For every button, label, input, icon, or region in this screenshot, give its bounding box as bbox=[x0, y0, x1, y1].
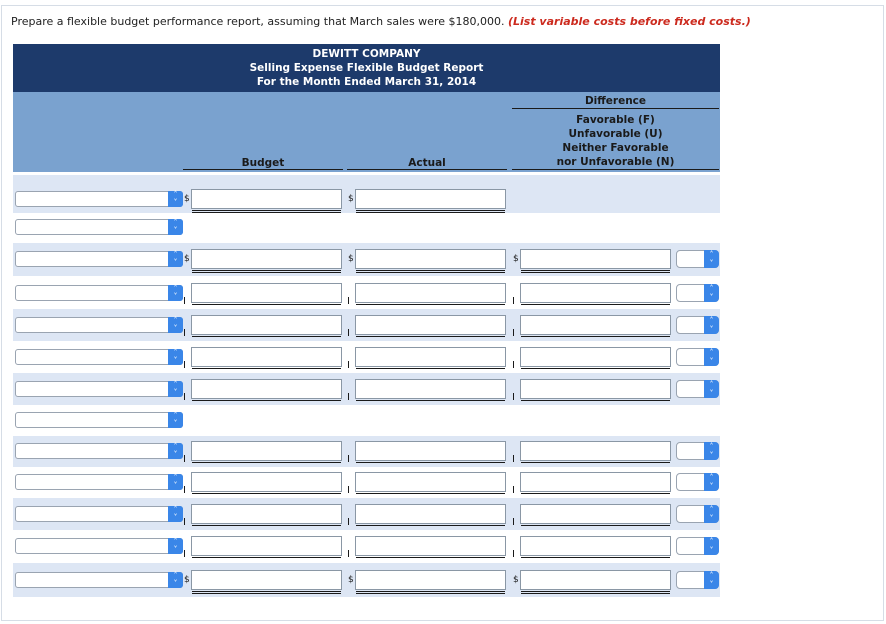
cell-tick bbox=[513, 297, 514, 304]
report-period: For the Month Ended March 31, 2014 bbox=[256, 76, 477, 88]
instruction-main: Prepare a flexible budget performance report, assuming that March sales were $180,000. bbox=[11, 15, 505, 28]
table-row bbox=[13, 276, 720, 309]
table-row bbox=[13, 405, 720, 436]
budget-input[interactable] bbox=[191, 249, 342, 269]
cell-tick bbox=[513, 550, 514, 557]
updown-icon: ˄ ˅ bbox=[704, 537, 719, 555]
table-row bbox=[13, 498, 720, 530]
table-row bbox=[13, 373, 720, 405]
updown-icon: ˄ ˅ bbox=[704, 571, 719, 589]
updown-icon: ˄ ˅ bbox=[168, 349, 183, 365]
account-select[interactable] bbox=[15, 506, 183, 522]
updown-icon: ˄ ˅ bbox=[168, 285, 183, 301]
difference-input[interactable] bbox=[520, 347, 671, 367]
difference-input[interactable] bbox=[520, 283, 671, 303]
account-select[interactable] bbox=[15, 219, 183, 235]
actual-input[interactable] bbox=[355, 189, 506, 209]
difference-header: Difference bbox=[584, 95, 647, 107]
actual-header-underline bbox=[347, 169, 507, 170]
variance-type-select[interactable] bbox=[676, 537, 719, 555]
budget-input[interactable] bbox=[191, 347, 342, 367]
account-select[interactable] bbox=[15, 412, 183, 428]
budget-input[interactable] bbox=[191, 504, 342, 524]
variance-type-select[interactable] bbox=[676, 380, 719, 398]
actual-input[interactable] bbox=[355, 315, 506, 335]
cell-tick bbox=[513, 455, 514, 462]
cell-tick bbox=[184, 393, 185, 400]
updown-icon: ˄ ˅ bbox=[704, 284, 719, 302]
currency-symbol: $ bbox=[184, 194, 190, 204]
actual-input[interactable] bbox=[355, 536, 506, 556]
cell-tick bbox=[348, 393, 349, 400]
instruction-highlight: (List variable costs before fixed costs.) bbox=[507, 15, 751, 28]
updown-icon: ˄ ˅ bbox=[168, 317, 183, 333]
updown-icon: ˄ ˅ bbox=[168, 412, 183, 428]
budget-input[interactable] bbox=[191, 189, 342, 209]
difference-input[interactable] bbox=[520, 441, 671, 461]
budget-input[interactable] bbox=[191, 283, 342, 303]
budget-input[interactable] bbox=[191, 536, 342, 556]
updown-icon: ˄ ˅ bbox=[168, 251, 183, 267]
cell-tick bbox=[348, 518, 349, 525]
difference-input[interactable] bbox=[520, 249, 671, 269]
difference-input[interactable] bbox=[520, 504, 671, 524]
table-row bbox=[13, 213, 720, 243]
table-row bbox=[13, 563, 720, 597]
variance-type-select[interactable] bbox=[676, 505, 719, 523]
cell-tick bbox=[513, 486, 514, 493]
currency-symbol: $ bbox=[184, 254, 190, 264]
updown-icon: ˄ ˅ bbox=[168, 538, 183, 554]
table-row bbox=[13, 309, 720, 341]
updown-icon: ˄ ˅ bbox=[168, 443, 183, 459]
variance-type-select[interactable] bbox=[676, 348, 719, 366]
cell-tick bbox=[348, 455, 349, 462]
variance-type-select[interactable] bbox=[676, 284, 719, 302]
budget-input[interactable] bbox=[191, 379, 342, 399]
difference-input[interactable] bbox=[520, 570, 671, 590]
cell-tick bbox=[513, 329, 514, 336]
budget-header: Budget bbox=[241, 157, 285, 169]
table-row bbox=[13, 467, 720, 498]
updown-icon: ˄ ˅ bbox=[704, 442, 719, 460]
table-row bbox=[13, 243, 720, 276]
cell-tick bbox=[184, 455, 185, 462]
budget-input[interactable] bbox=[191, 472, 342, 492]
account-select[interactable] bbox=[15, 474, 183, 490]
updown-icon: ˄ ˅ bbox=[168, 219, 183, 235]
budget-input[interactable] bbox=[191, 315, 342, 335]
account-select[interactable] bbox=[15, 443, 183, 459]
cell-tick bbox=[513, 361, 514, 368]
table-row bbox=[13, 341, 720, 373]
cell-tick bbox=[348, 550, 349, 557]
currency-symbol: $ bbox=[348, 254, 354, 264]
table-row bbox=[13, 530, 720, 563]
cell-tick bbox=[348, 361, 349, 368]
legend-neither-2: nor Unfavorable (N) bbox=[556, 156, 675, 168]
cell-tick bbox=[184, 486, 185, 493]
cell-tick bbox=[184, 518, 185, 525]
variance-type-select[interactable] bbox=[676, 473, 719, 491]
difference-input[interactable] bbox=[520, 315, 671, 335]
account-select[interactable] bbox=[15, 317, 183, 333]
report-header bbox=[13, 44, 720, 92]
currency-symbol: $ bbox=[513, 575, 519, 585]
actual-header: Actual bbox=[408, 157, 446, 169]
cell-tick bbox=[513, 518, 514, 525]
actual-input[interactable] bbox=[355, 347, 506, 367]
cell-tick bbox=[348, 486, 349, 493]
account-select[interactable] bbox=[15, 572, 183, 588]
actual-input[interactable] bbox=[355, 472, 506, 492]
report-title: Selling Expense Flexible Budget Report bbox=[249, 62, 484, 74]
updown-icon: ˄ ˅ bbox=[168, 572, 183, 588]
account-select[interactable] bbox=[15, 285, 183, 301]
currency-symbol: $ bbox=[348, 194, 354, 204]
updown-icon: ˄ ˅ bbox=[704, 380, 719, 398]
difference-input[interactable] bbox=[520, 379, 671, 399]
cell-tick bbox=[184, 550, 185, 557]
updown-icon: ˄ ˅ bbox=[704, 250, 719, 268]
table-row bbox=[13, 436, 720, 467]
variance-type-select[interactable] bbox=[676, 442, 719, 460]
difference-underline bbox=[512, 108, 719, 109]
updown-icon: ˄ ˅ bbox=[704, 348, 719, 366]
updown-icon: ˄ ˅ bbox=[168, 474, 183, 490]
account-select[interactable] bbox=[15, 191, 183, 207]
account-select[interactable] bbox=[15, 381, 183, 397]
variance-type-select[interactable] bbox=[676, 316, 719, 334]
legend-neither-1: Neither Favorable bbox=[562, 142, 669, 154]
difference-legend-underline bbox=[512, 169, 719, 170]
difference-legend bbox=[512, 113, 719, 169]
currency-symbol: $ bbox=[348, 575, 354, 585]
budget-input[interactable] bbox=[191, 570, 342, 590]
actual-input[interactable] bbox=[355, 504, 506, 524]
variance-type-select[interactable] bbox=[676, 250, 719, 268]
cell-tick bbox=[184, 361, 185, 368]
cell-tick bbox=[348, 329, 349, 336]
difference-input[interactable] bbox=[520, 472, 671, 492]
account-select[interactable] bbox=[15, 251, 183, 267]
account-select[interactable] bbox=[15, 538, 183, 554]
updown-icon: ˄ ˅ bbox=[168, 191, 183, 207]
difference-input[interactable] bbox=[520, 536, 671, 556]
budget-header-underline bbox=[183, 169, 343, 170]
actual-input[interactable] bbox=[355, 283, 506, 303]
actual-input[interactable] bbox=[355, 249, 506, 269]
budget-input[interactable] bbox=[191, 441, 342, 461]
updown-icon: ˄ ˅ bbox=[704, 473, 719, 491]
legend-unfavorable: Unfavorable (U) bbox=[568, 128, 663, 140]
cell-tick bbox=[348, 297, 349, 304]
currency-symbol: $ bbox=[184, 575, 190, 585]
cell-tick bbox=[184, 297, 185, 304]
company-name: DEWITT COMPANY bbox=[312, 48, 421, 60]
cell-tick bbox=[184, 329, 185, 336]
instruction-text bbox=[11, 15, 751, 28]
updown-icon: ˄ ˅ bbox=[168, 506, 183, 522]
cell-tick bbox=[513, 393, 514, 400]
actual-input[interactable] bbox=[355, 441, 506, 461]
variance-type-select[interactable] bbox=[676, 571, 719, 589]
actual-input[interactable] bbox=[355, 570, 506, 590]
table-row bbox=[13, 175, 720, 213]
currency-symbol: $ bbox=[513, 254, 519, 264]
updown-icon: ˄ ˅ bbox=[168, 381, 183, 397]
legend-favorable: Favorable (F) bbox=[576, 114, 655, 126]
actual-input[interactable] bbox=[355, 379, 506, 399]
updown-icon: ˄ ˅ bbox=[704, 505, 719, 523]
account-select[interactable] bbox=[15, 349, 183, 365]
updown-icon: ˄ ˅ bbox=[704, 316, 719, 334]
